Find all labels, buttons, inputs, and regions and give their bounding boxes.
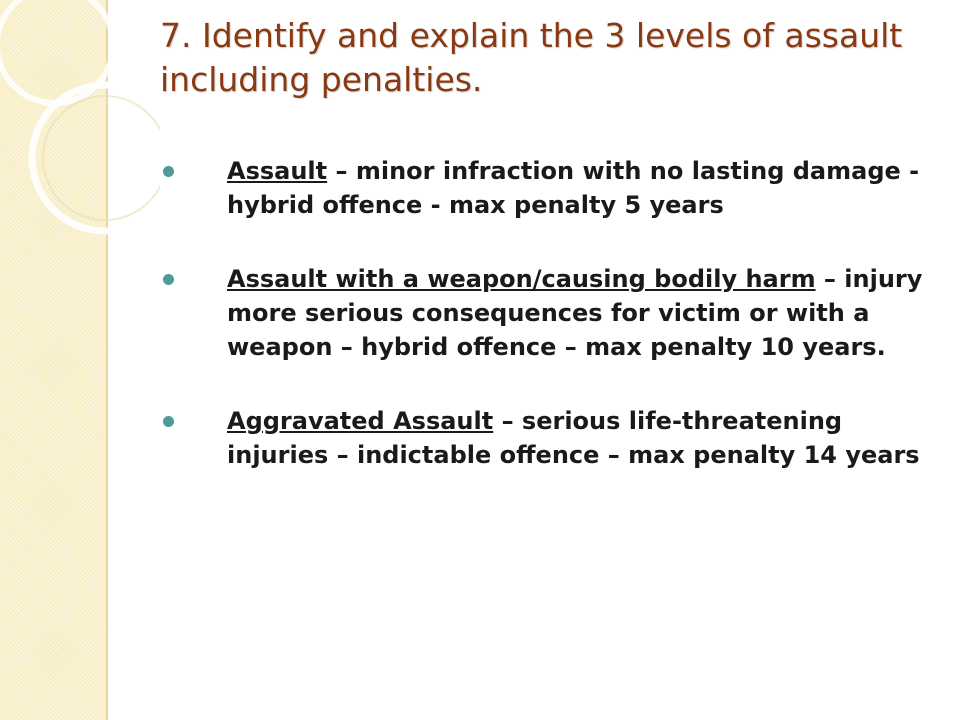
bullet-term: Aggravated Assault xyxy=(227,407,494,435)
decorative-circles xyxy=(0,0,160,260)
bullet-dot-icon xyxy=(163,416,174,427)
bullet-assault xyxy=(160,154,940,222)
bullet-term: Assault with a weapon/causing bodily harm xyxy=(227,265,816,293)
bullet-aggravated-assault xyxy=(160,404,940,472)
bullet-list xyxy=(160,154,940,472)
bullet-term: Assault xyxy=(227,157,328,185)
bullet-text: – serious life-threatening injuries – indictable offence – max penalty 14 years xyxy=(227,407,920,469)
bullet-text: – minor infraction with no lasting damage - hybrid offence - max penalty 5 years xyxy=(227,157,920,219)
bullet-dot-icon xyxy=(163,166,174,177)
bullet-text: – injury more serious consequences for victim or with a weapon – hybrid offence – max penalty 10 years. xyxy=(227,265,923,361)
slide-title: 7. Identify and explain the 3 levels of assault including penalties. xyxy=(160,16,903,99)
bullet-assault-weapon xyxy=(160,262,940,364)
bullet-dot-icon xyxy=(163,274,174,285)
